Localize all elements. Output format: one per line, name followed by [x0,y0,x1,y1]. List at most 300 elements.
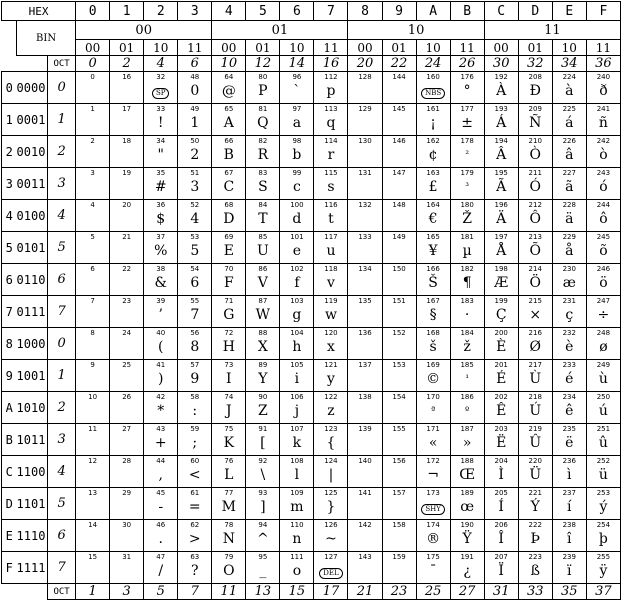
decimal-code: 239 [562,553,576,561]
decimal-code: 5 [90,233,95,241]
char-cell [552,424,586,456]
decimal-code: 87 [258,297,268,305]
char-cell [382,200,416,232]
char-cell [212,200,246,232]
character-glyph: } [326,499,336,515]
decimal-code: 93 [258,489,268,497]
char-cell [382,488,416,520]
character-glyph: & [154,275,167,291]
decimal-code: 127 [324,553,338,561]
character-glyph: œ [460,499,475,515]
decimal-code: 119 [324,297,338,305]
decimal-code: 222 [528,521,542,529]
char-cell [314,488,348,520]
decimal-code: 219 [528,425,542,433]
char-cell [212,104,246,136]
character-glyph: k [292,435,302,451]
row-oct-label: 6 [48,264,76,296]
char-cell [518,136,552,168]
hex-col-5: 5 [246,2,280,21]
char-cell [416,520,450,552]
decimal-code: 229 [562,233,576,241]
decimal-code: 36 [156,201,166,209]
char-cell [586,264,620,296]
character-glyph: b [292,147,302,163]
character-glyph: d [292,211,302,227]
character-glyph: Ù [529,371,542,387]
character-glyph: ® [426,531,441,547]
decimal-code: 227 [562,169,576,177]
character-glyph: Å [496,243,507,259]
character-glyph: È [496,339,507,355]
character-glyph: µ [462,243,472,259]
decimal-code: 155 [392,425,406,433]
char-cell [76,200,110,232]
row-bin-label: 1110 [17,520,48,552]
decimal-code: 190 [460,521,474,529]
oct-bottom-col-6: 15 [280,584,314,600]
character-glyph: ï [567,563,572,579]
char-cell [144,72,178,104]
character-glyph: À [496,83,507,99]
decimal-code: 228 [562,201,576,209]
decimal-code: 125 [324,489,338,497]
character-glyph: Í [498,499,504,515]
char-cell [348,392,382,424]
decimal-code: 174 [426,521,440,529]
oct-bottom-col-8: 21 [348,584,382,600]
decimal-code: 92 [258,457,268,465]
char-cell [314,200,348,232]
char-cell [416,168,450,200]
hex-col-c: C [484,2,518,21]
char-cell [518,488,552,520]
control-name-box: SP [152,88,170,99]
character-glyph: , [158,467,163,483]
char-cell [246,296,280,328]
low-bits-col-3: 11 [178,40,212,56]
row-hex-label: D [2,488,17,520]
char-cell [246,456,280,488]
high-bits-01: 01 [212,21,348,40]
decimal-code: 3 [90,169,95,177]
character-glyph: 6 [190,275,200,291]
char-cell [246,72,280,104]
oct-bottom-spacer [2,584,48,600]
character-glyph: š [429,339,437,355]
character-glyph: @ [221,83,236,99]
low-bits-col-5: 01 [246,40,280,56]
oct-bottom-col-12: 31 [484,584,518,600]
character-glyph: y [327,371,335,387]
character-glyph: 4 [190,211,200,227]
char-cell [382,456,416,488]
char-cell [518,424,552,456]
decimal-code: 95 [258,553,268,561]
char-cell [76,104,110,136]
char-cell [246,520,280,552]
character-glyph: h [292,339,302,355]
decimal-code: 72 [224,329,234,337]
decimal-code: 172 [426,457,440,465]
char-cell [450,72,484,104]
row-oct-label: 2 [48,136,76,168]
char-cell [280,424,314,456]
char-cell [450,136,484,168]
char-cell [110,520,144,552]
low-bits-col-10: 10 [416,40,450,56]
character-glyph: r [327,147,335,163]
character-glyph: B [223,147,234,163]
character-glyph: Ø [529,339,541,355]
oct-top-col-10: 24 [416,56,450,72]
row-hex-label: B [2,424,17,456]
char-cell [246,264,280,296]
oct-top-col-15: 36 [586,56,620,72]
decimal-code: 175 [426,553,440,561]
char-cell [110,360,144,392]
decimal-code: 152 [392,329,406,337]
char-cell [110,136,144,168]
character-glyph: á [565,115,574,131]
decimal-code: 188 [460,457,474,465]
character-glyph: £ [428,179,438,195]
decimal-code: 37 [156,233,166,241]
row-oct-label: 1 [48,104,76,136]
character-glyph: = [188,499,201,515]
decimal-code: 184 [460,329,474,337]
table-row [2,296,621,328]
character-glyph: Ì [498,467,504,483]
decimal-code: 136 [358,329,372,337]
oct-top-col-8: 20 [348,56,382,72]
character-glyph: P [258,83,268,99]
decimal-code: 238 [562,521,576,529]
decimal-code: 81 [258,105,268,113]
character-glyph: Œ [459,467,476,483]
character-glyph: w [324,307,337,323]
decimal-code: 33 [156,105,166,113]
char-cell [382,168,416,200]
char-cell [518,104,552,136]
char-cell [518,328,552,360]
decimal-code: 88 [258,329,268,337]
char-cell [314,168,348,200]
oct-bottom-col-3: 7 [178,584,212,600]
decimal-code: 101 [290,233,304,241]
decimal-code: 6 [90,265,95,273]
decimal-code: 24 [122,329,132,337]
control-name-box: NBS [421,88,445,99]
char-cell [484,392,518,424]
decimal-code: 147 [392,169,406,177]
decimal-code: 203 [494,425,508,433]
decimal-code: 12 [88,457,98,465]
character-glyph: ž [463,339,471,355]
oct-bottom-col-0: 1 [76,584,110,600]
decimal-code: 103 [290,297,304,305]
character-glyph: ñ [598,115,608,131]
character-glyph: ( [157,339,164,355]
table-row [2,456,621,488]
decimal-code: 167 [426,297,440,305]
character-glyph: + [154,435,167,451]
character-glyph: õ [599,243,608,259]
decimal-code: 82 [258,137,268,145]
character-glyph: M [221,499,236,515]
decimal-code: 189 [460,489,474,497]
row-oct-label: 5 [48,488,76,520]
decimal-code: 75 [224,425,234,433]
low-bits-col-2: 10 [144,40,178,56]
char-cell [280,168,314,200]
char-cell [416,488,450,520]
character-glyph: ç [565,307,574,323]
decimal-code: 27 [122,425,132,433]
decimal-code: 253 [596,489,611,497]
character-glyph: _ [259,563,267,579]
char-cell [110,488,144,520]
char-cell [416,552,450,584]
decimal-code: 77 [224,489,234,497]
decimal-code: 221 [528,489,542,497]
decimal-code: 8 [90,329,95,337]
decimal-code: 114 [324,137,338,145]
decimal-code: 242 [596,137,611,145]
char-cell [144,360,178,392]
decimal-code: 67 [224,169,234,177]
character-glyph: z [327,403,335,419]
character-glyph: è [565,339,574,355]
character-glyph: Ð [529,83,541,99]
decimal-code: 16 [122,73,132,81]
hex-col-6: 6 [280,2,314,21]
decimal-code: 130 [358,137,372,145]
hex-col-7: 7 [314,2,348,21]
low-bits-col-0: 00 [76,40,110,56]
row-hex-label: 0 [2,72,17,104]
oct-bottom-col-10: 25 [416,584,450,600]
decimal-code: 108 [290,457,304,465]
character-glyph: ¬ [427,467,439,483]
character-glyph: º [465,406,470,416]
control-name-glyph [417,498,450,516]
decimal-code: 102 [290,265,304,273]
decimal-code: 55 [190,297,200,305]
char-cell [552,360,586,392]
oct-bottom-col-5: 13 [246,584,280,600]
char-cell [178,552,212,584]
decimal-code: 83 [258,169,268,177]
decimal-code: 177 [460,105,474,113]
character-glyph: ê [565,403,574,419]
char-cell [348,488,382,520]
character-glyph: à [565,83,574,99]
char-cell [280,520,314,552]
char-cell [416,136,450,168]
character-glyph: Ž [462,211,473,227]
char-cell [246,424,280,456]
char-cell [110,104,144,136]
high-bits-11: 11 [484,21,620,40]
character-glyph: > [188,531,201,547]
table-row [2,168,621,200]
decimal-code: 13 [88,489,98,497]
character-glyph: # [154,179,167,195]
char-cell [586,104,620,136]
decimal-code: 53 [190,233,200,241]
low-bits-col-15: 11 [586,40,620,56]
char-cell [280,488,314,520]
hex-col-0: 0 [76,2,110,21]
char-cell [314,392,348,424]
decimal-code: 137 [358,361,372,369]
decimal-code: 50 [190,137,200,145]
character-glyph: Š [428,275,438,291]
row-hex-label: 4 [2,200,17,232]
decimal-code: 179 [460,169,474,177]
decimal-code: 225 [562,105,576,113]
character-glyph: m [290,499,304,515]
decimal-code: 15 [88,553,98,561]
character-glyph: Þ [530,531,540,547]
char-cell [450,424,484,456]
character-glyph: ~ [325,531,337,547]
decimal-code: 25 [122,361,132,369]
decimal-code: 115 [324,169,338,177]
low-bits-col-4: 00 [212,40,246,56]
oct-spacer [17,56,48,72]
decimal-code: 191 [460,553,474,561]
character-glyph: ÷ [597,307,610,323]
row-oct-label: 3 [48,168,76,200]
character-glyph: I [226,371,232,387]
decimal-code: 4 [90,201,95,209]
char-cell [552,520,586,552]
decimal-code: 126 [324,521,338,529]
char-cell [110,232,144,264]
char-cell [212,328,246,360]
character-glyph: « [428,435,438,451]
decimal-code: 251 [596,425,611,433]
decimal-code: 32 [156,73,166,81]
decimal-code: 62 [190,521,200,529]
char-cell [280,264,314,296]
char-cell [212,424,246,456]
table-row [2,136,621,168]
character-glyph: Â [496,147,507,163]
character-glyph: ¶ [462,275,472,291]
char-cell [348,424,382,456]
decimal-code: 96 [292,73,302,81]
decimal-code: 124 [324,457,338,465]
character-glyph: s [327,179,335,195]
character-glyph: û [598,435,608,451]
row-hex-label: 1 [2,104,17,136]
table-row [2,520,621,552]
character-glyph: ¿ [463,563,471,579]
decimal-code: 19 [122,169,132,177]
oct-top-col-0: 0 [76,56,110,72]
character-glyph: v [327,275,335,291]
decimal-code: 252 [596,457,611,465]
character-glyph: © [426,371,441,387]
character-glyph: Ö [529,275,541,291]
decimal-code: 70 [224,265,234,273]
decimal-code: 214 [528,265,542,273]
low-bits-col-14: 10 [552,40,586,56]
char-cell [484,424,518,456]
character-glyph: ¢ [428,147,438,163]
decimal-code: 45 [156,489,166,497]
char-cell [246,552,280,584]
decimal-code: 224 [562,73,576,81]
character-glyph: æ [562,275,576,291]
decimal-code: 132 [358,201,372,209]
low-bits-col-8: 00 [348,40,382,56]
char-cell [178,232,212,264]
decimal-code: 41 [156,361,166,369]
decimal-code: 43 [156,425,166,433]
oct-bottom-row [2,584,621,600]
decimal-code: 23 [122,297,132,305]
low-bits-col-1: 01 [110,40,144,56]
char-cell [76,424,110,456]
char-cell [450,488,484,520]
decimal-code: 193 [494,105,508,113]
oct-bottom-col-15: 37 [586,584,620,600]
char-cell [76,328,110,360]
row-bin-label: 0101 [17,232,48,264]
character-glyph: [ [260,435,266,451]
decimal-code: 158 [392,521,406,529]
decimal-code: 104 [290,329,304,337]
char-cell [348,200,382,232]
control-name-box: SHY [421,504,445,515]
character-glyph: Á [496,115,507,131]
character-glyph: | [328,467,334,483]
char-cell [144,456,178,488]
decimal-code: 60 [190,457,200,465]
char-cell [518,232,552,264]
character-glyph: q [326,115,336,131]
decimal-code: 2 [90,137,95,145]
decimal-code: 153 [392,361,406,369]
decimal-code: 85 [258,233,268,241]
char-cell [518,456,552,488]
decimal-code: 48 [190,73,200,81]
decimal-code: 250 [596,393,611,401]
char-cell [586,168,620,200]
character-glyph: Ó [529,179,541,195]
char-cell [348,232,382,264]
decimal-code: 164 [426,201,440,209]
table-row [2,488,621,520]
char-cell [484,520,518,552]
char-cell [450,264,484,296]
char-cell [586,200,620,232]
hex-col-f: F [586,2,620,21]
decimal-code: 139 [358,425,372,433]
hex-col-3: 3 [178,2,212,21]
decimal-code: 30 [122,521,132,529]
decimal-code: 128 [358,73,372,81]
character-glyph: ö [599,275,608,291]
char-cell [552,552,586,584]
decimal-code: 149 [392,233,406,241]
character-glyph: E [223,243,234,259]
char-cell [518,296,552,328]
